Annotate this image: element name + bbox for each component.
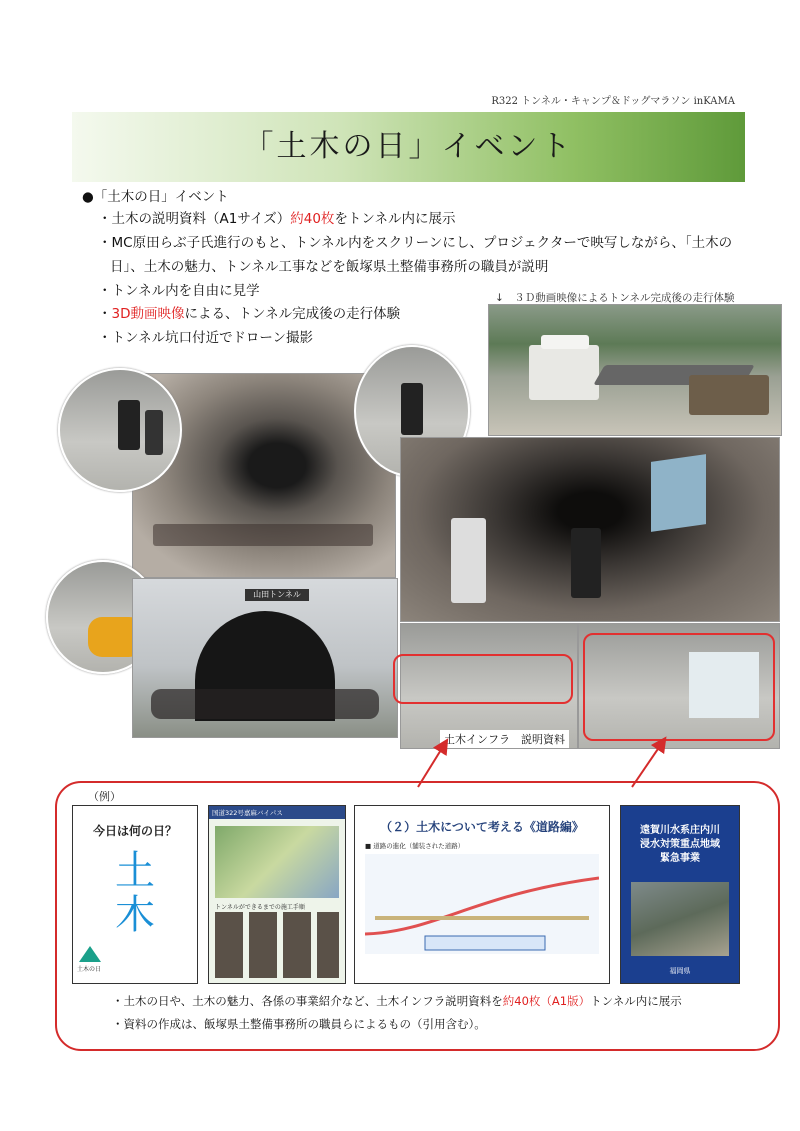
example-card-doboku-day	[72, 805, 198, 984]
bullet-4-a: ・	[98, 306, 112, 322]
photo-tunnel-exhibit	[400, 437, 780, 622]
page-title: 「土木の日」イベント	[243, 129, 574, 164]
card2-header: 国道322号嘉麻バイパス	[209, 806, 345, 819]
caption-3d: ↓ ３Ｄ動画映像によるトンネル完成後の走行体験	[495, 292, 735, 304]
footer-line-2: ・資料の作成は、飯塚県土整備事務所の職員らによるもの（引用含む）。	[112, 1017, 486, 1031]
example-card-road	[354, 805, 610, 984]
example-card-flood	[620, 805, 740, 984]
bullet-1	[98, 209, 456, 229]
footer-line-1	[112, 993, 682, 1009]
card1-kanji-bottom: 木	[115, 892, 155, 938]
photo-tunnel-portal	[132, 578, 398, 738]
card1-kanji-top: 土	[115, 848, 155, 894]
card4-org: 福岡県	[669, 967, 691, 975]
photo-circle-presenters	[58, 368, 182, 492]
bullet-4-c: による、トンネル完成後の走行体験	[184, 306, 401, 322]
footer-1-highlight: 約40枚（A1版）	[502, 994, 591, 1008]
footer-1-c: トンネル内に展示	[590, 994, 682, 1008]
footer-1-a: ・土木の日や、土木の魅力、各係の事業紹介など、土木インフラ説明資料を	[112, 994, 503, 1008]
header-note: R322 トンネル・キャンプ＆ドッグマラソン inKAMA	[491, 96, 735, 107]
highlight-box-right	[583, 633, 775, 741]
example-label: （例）	[88, 790, 121, 803]
card1-question: 今日は何の日？	[92, 824, 177, 838]
card4-title-2: 浸水対策重点地域	[640, 839, 720, 850]
bullet-1-a: ・土木の説明資料（A1サイズ）	[98, 211, 291, 227]
bullet-2-line1: ・MC原田らぶ子氏進行のもと、トンネル内をスクリーンにし、プロジェクターで映写しながら、「土木の	[98, 235, 733, 251]
bullet-4-highlight: 3D動画映像	[111, 306, 185, 322]
card4-title-3: 緊急事業	[660, 853, 700, 864]
bullet-3: ・トンネル内を自由に見学	[98, 283, 260, 299]
card2-sub: トンネルができるまでの施工手順	[215, 904, 305, 911]
bullet-2-line2: 日」、土木の魅力、トンネル工事などを飯塚県土整備事務所の職員が説明	[110, 259, 549, 275]
card4-title-1: 遠賀川水系庄内川	[640, 825, 720, 836]
card3-sub: ■ 道路の進化（舗装された道路）	[365, 842, 465, 850]
card3-title: （２）土木について考える《道路編》	[380, 820, 584, 834]
bullet-1-c: をトンネル内に展示	[334, 211, 456, 227]
title-banner	[72, 112, 745, 182]
card1-logo-text: 土木の日	[77, 966, 102, 973]
card1-logo-icon	[79, 946, 101, 962]
example-card-bypass	[208, 805, 346, 984]
bullet-4	[98, 304, 400, 324]
bullet-1-highlight: 約40枚	[290, 211, 335, 227]
bullet-heading: ●「土木の日」イベント	[82, 189, 229, 205]
caption-infra: 土木インフラ 説明資料	[440, 730, 569, 748]
highlight-box-left	[393, 654, 573, 704]
bullet-5: ・トンネル坑口付近でドローン撮影	[98, 330, 314, 346]
photo-3d-render	[488, 304, 782, 436]
card3-graph	[365, 854, 599, 954]
tunnel-sign: 山田トンネル	[245, 589, 309, 601]
